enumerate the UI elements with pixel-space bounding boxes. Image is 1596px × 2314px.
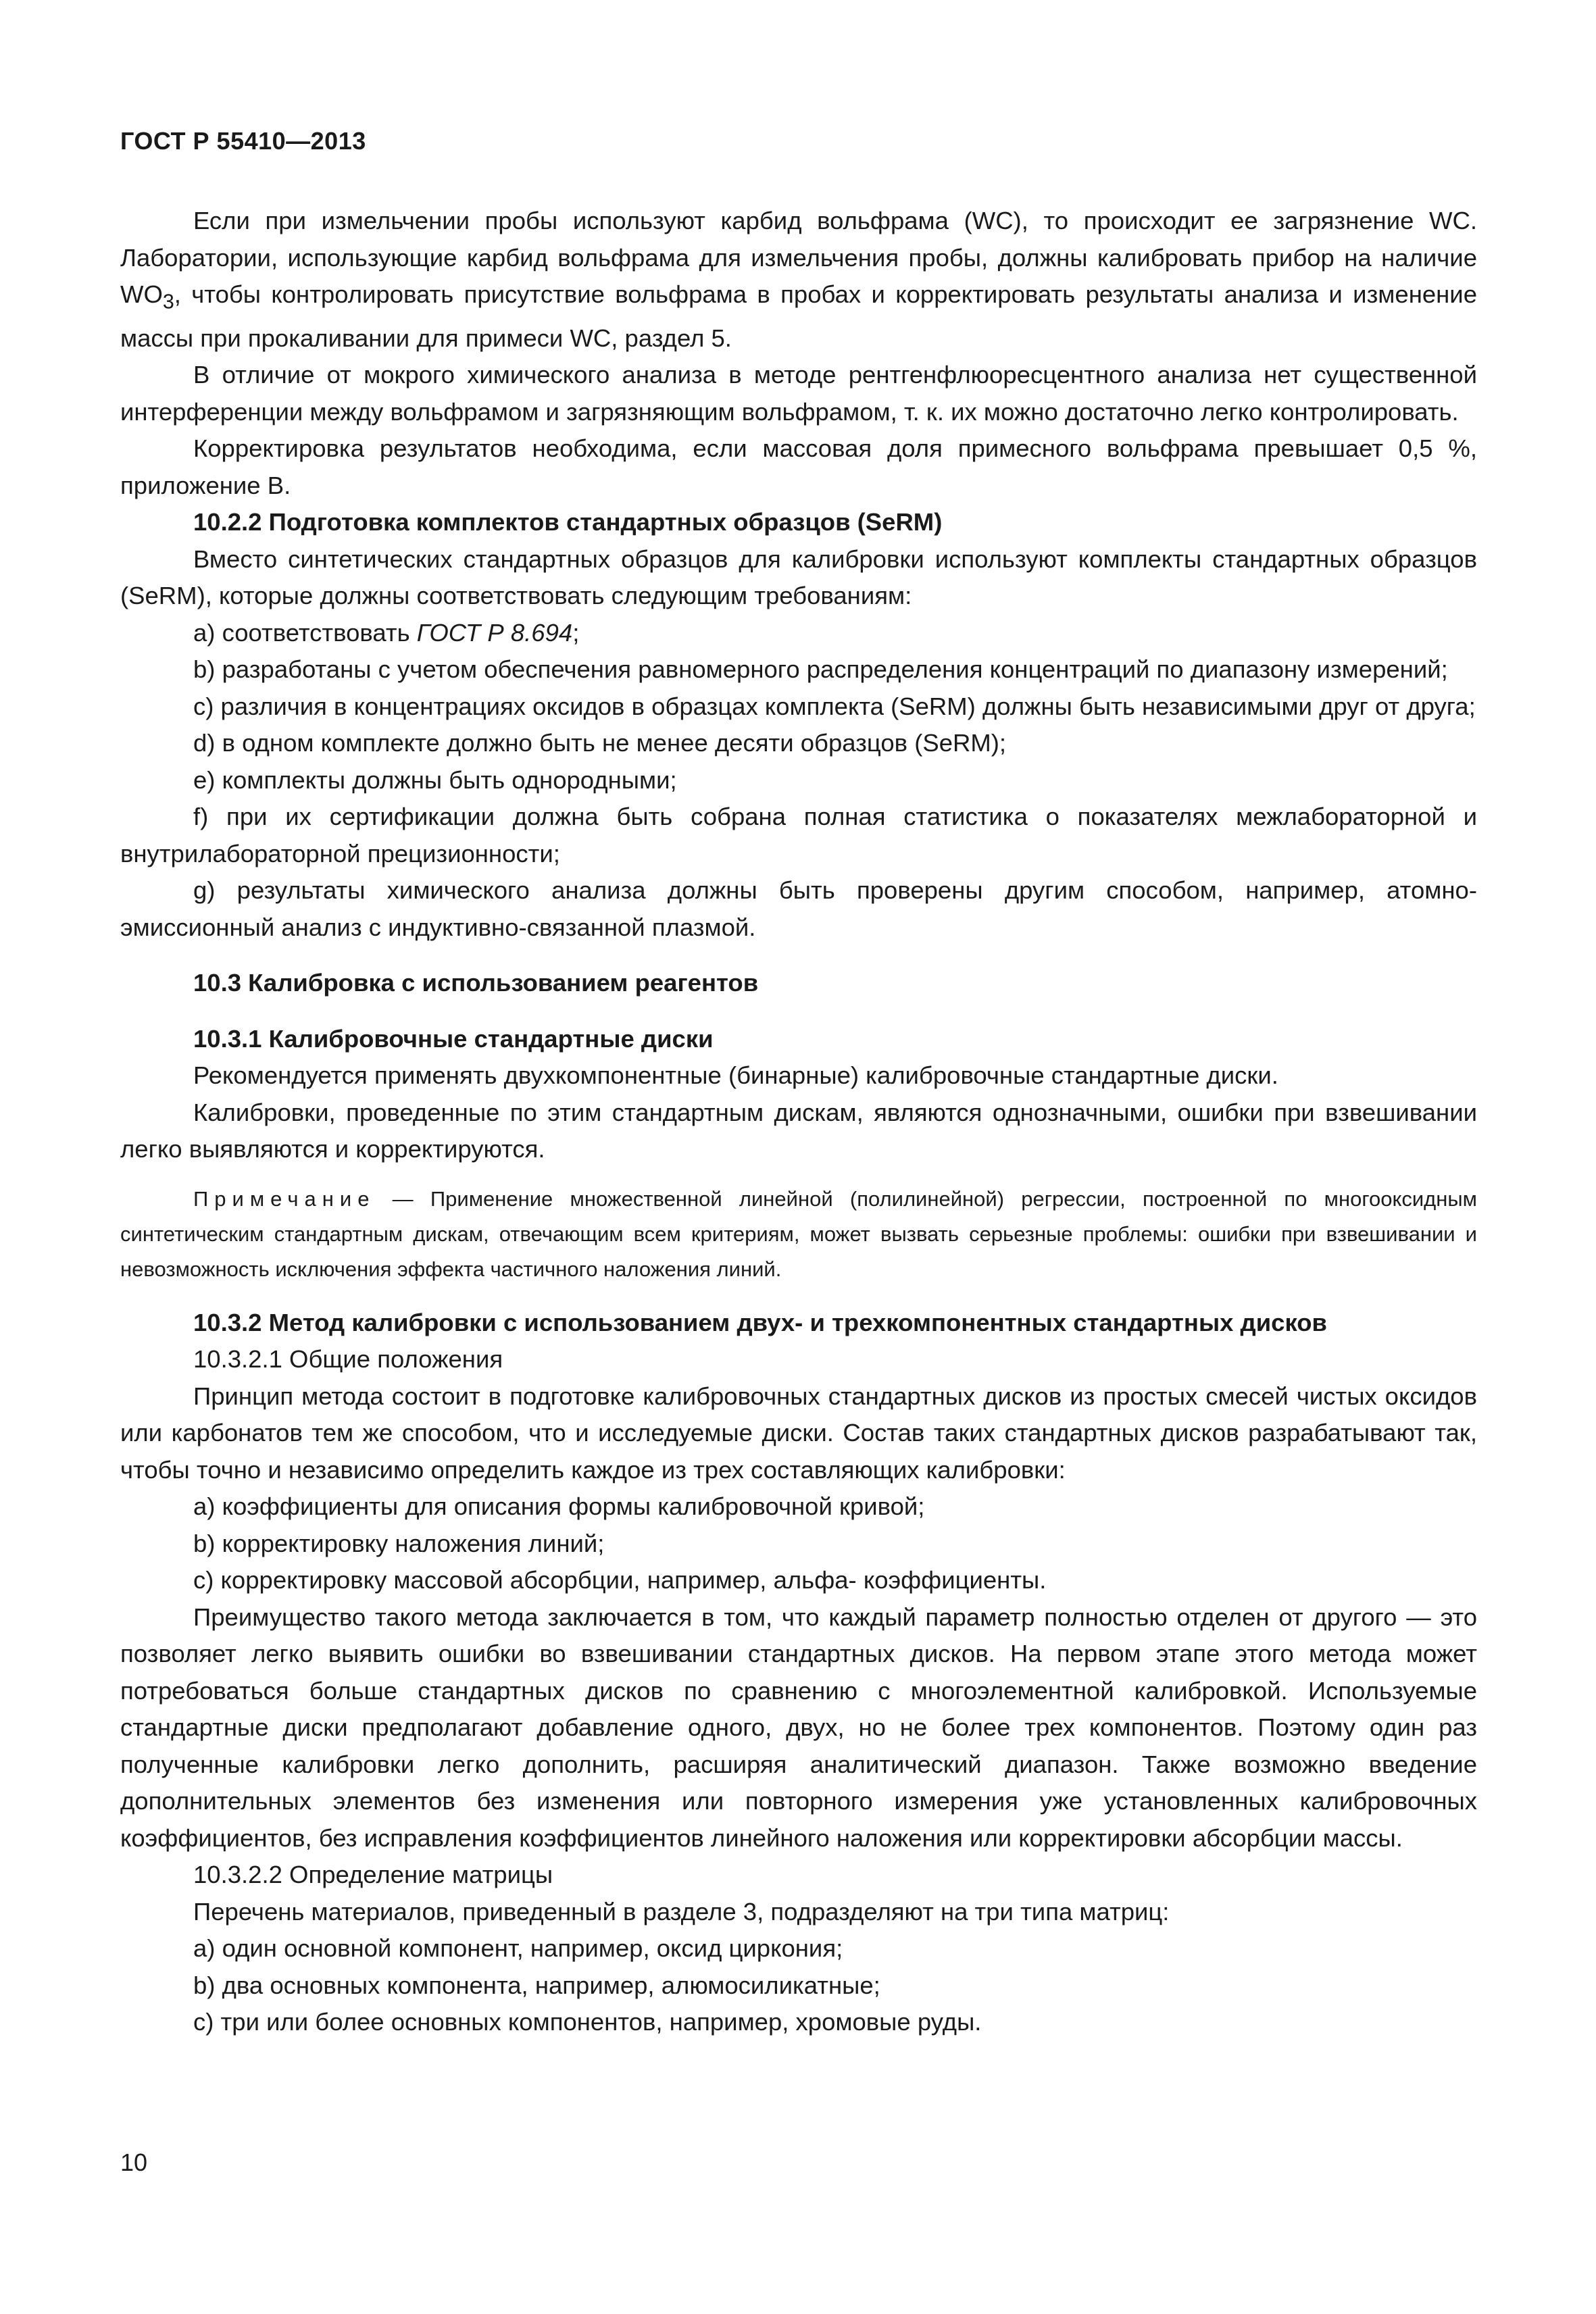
paragraph-matrix-types: Перечень материалов, приведенный в разделе 3, подразделяют на три типа матриц: xyxy=(193,1897,1170,1926)
note-label: Примечание xyxy=(193,1186,376,1211)
heading-10-3-1: 10.3.1 Калибровочные стандартные диски xyxy=(193,1024,714,1053)
list-item: b) корректировку наложения линий; xyxy=(193,1529,605,1557)
subscript: 3 xyxy=(162,290,174,313)
paragraph-correction: Корректировка результатов необходима, если массовая доля примесного вольфрама превышает 0,5 %, приложение В. xyxy=(120,434,1477,499)
document-body xyxy=(120,203,1477,2041)
paragraph-interference: В отличие от мокрого химического анализа в методе рентгенфлюоресцентного анализа нет существенной интерференции между вольфрамом и загрязняющим вольфрамом, т. к. их можно достаточно легко контролировать. xyxy=(120,361,1477,426)
paragraph-method-advantage: Преимущество такого метода заключается в том, что каждый параметр полностью отделен от другого — это позволяет легко выявить ошибки во взвешивании стандартных дисков. На первом этапе этого метода может потребоваться больше стандартных дисков по сравнению с многоэлементной калибровкой. Используемые стандартные диски предполагают добавление одного, двух, но не более трех компонентов. Поэтому один раз полученные калибровки легко дополнить, расширяя аналитический диапазон. Также возможно введение дополнительных элементов без изменения или повторного измерения уже установленных калибровочных коэффициентов, без исправления коэффициентов линейного наложения или корректировки абсорбции массы. xyxy=(120,1603,1477,1852)
list-item: a) коэффициенты для описания формы калибровочной кривой; xyxy=(193,1492,925,1521)
list-item: c) различия в концентрациях оксидов в образцах комплекта (SeRM) должны быть независимыми друг от друга; xyxy=(193,692,1476,720)
paragraph-calibrations: Калибровки, проведенные по этим стандартным дискам, являются однозначными, ошибки при взвешивании легко выявляются и корректируются. xyxy=(120,1098,1477,1163)
list-item: b) два основных компонента, например, алюмосиликатные; xyxy=(193,1971,880,1999)
list-item: b) разработаны с учетом обеспечения равномерного распределения концентраций по диапазону измерений; xyxy=(193,655,1448,684)
paragraph-serm-intro: Вместо синтетических стандартных образцов для калибровки используют комплекты стандартных образцов (SeRM), которые должны соответствовать следующим требованиям: xyxy=(120,545,1477,610)
list-item: f) при их сертификации должна быть собрана полная статистика о показателях межлабораторной и внутрилабораторной прецизионности; xyxy=(120,803,1477,867)
subheading-10-3-2-1: 10.3.2.1 Общие положения xyxy=(193,1345,503,1374)
list-item: a) один основной компонент, например, оксид циркония; xyxy=(193,1934,843,1963)
paragraph-binary-discs: Рекомендуется применять двухкомпонентные (бинарные) калибровочные стандартные диски. xyxy=(193,1061,1278,1090)
note xyxy=(120,1182,1477,1287)
standard-reference-link[interactable]: ГОСТ Р 8.694 xyxy=(416,618,573,647)
document-code-header: ГОСТ Р 55410—2013 xyxy=(120,127,366,155)
list-item: c) три или более основных компонентов, например, хромовые руды. xyxy=(193,2008,982,2036)
heading-10-3: 10.3 Калибровка с использованием реагентов xyxy=(193,969,759,997)
subheading-10-3-2-2: 10.3.2.2 Определение матрицы xyxy=(193,1861,553,1889)
paragraph-method-principle: Принцип метода состоит в подготовке калибровочных стандартных дисков из простых смесей чистых оксидов или карбонатов тем же способом, что и исследуемые диски. Состав таких стандартных дисков разрабатывают так, чтобы точно и независимо определить каждое из трех составляющих калибровки: xyxy=(120,1382,1477,1484)
heading-10-3-2: 10.3.2 Метод калибровки с использованием двух- и трехкомпонентных стандартных дисков xyxy=(193,1308,1327,1336)
list-item: c) корректировку массовой абсорбции, например, альфа- коэффициенты. xyxy=(193,1566,1047,1594)
note-text: — Применение множественной линейной (полилинейной) регрессии, построенной по многооксидным синтетическим стандартным дискам, отвечающим всем критериям, может вызвать серьезные проблемы: ошибки при взвешивании и невозможность исключения эффекта частичного наложения линий. xyxy=(120,1186,1477,1281)
page-number: 10 xyxy=(120,2148,148,2176)
list-item: g) результаты химического анализа должны быть проверены другим способом, например, атомно-эмиссионный анализ с индуктивно-связанной плазмой. xyxy=(120,876,1477,941)
list-item: d) в одном комплекте должно быть не менее десяти образцов (SeRM); xyxy=(193,729,1007,757)
list-item: a) соответствовать ГОСТ Р 8.694; xyxy=(193,618,580,647)
heading-10-2-2: 10.2.2 Подготовка комплектов стандартных образцов (SeRM) xyxy=(193,508,943,536)
list-item: e) комплекты должны быть однородными; xyxy=(193,765,677,794)
paragraph-tungsten-contamination: Если при измельчении пробы используют карбид вольфрама (WC), то происходит ее загрязнение WC. Лаборатории, использующие карбид вольфрама для измельчения пробы, должны калибровать прибор на наличие $WO_3$, чтобы контролировать присутствие вольфрама в пробах и корректировать результаты анализа и изменение массы при прокаливании для примеси WC, раздел 5. xyxy=(120,207,1477,352)
